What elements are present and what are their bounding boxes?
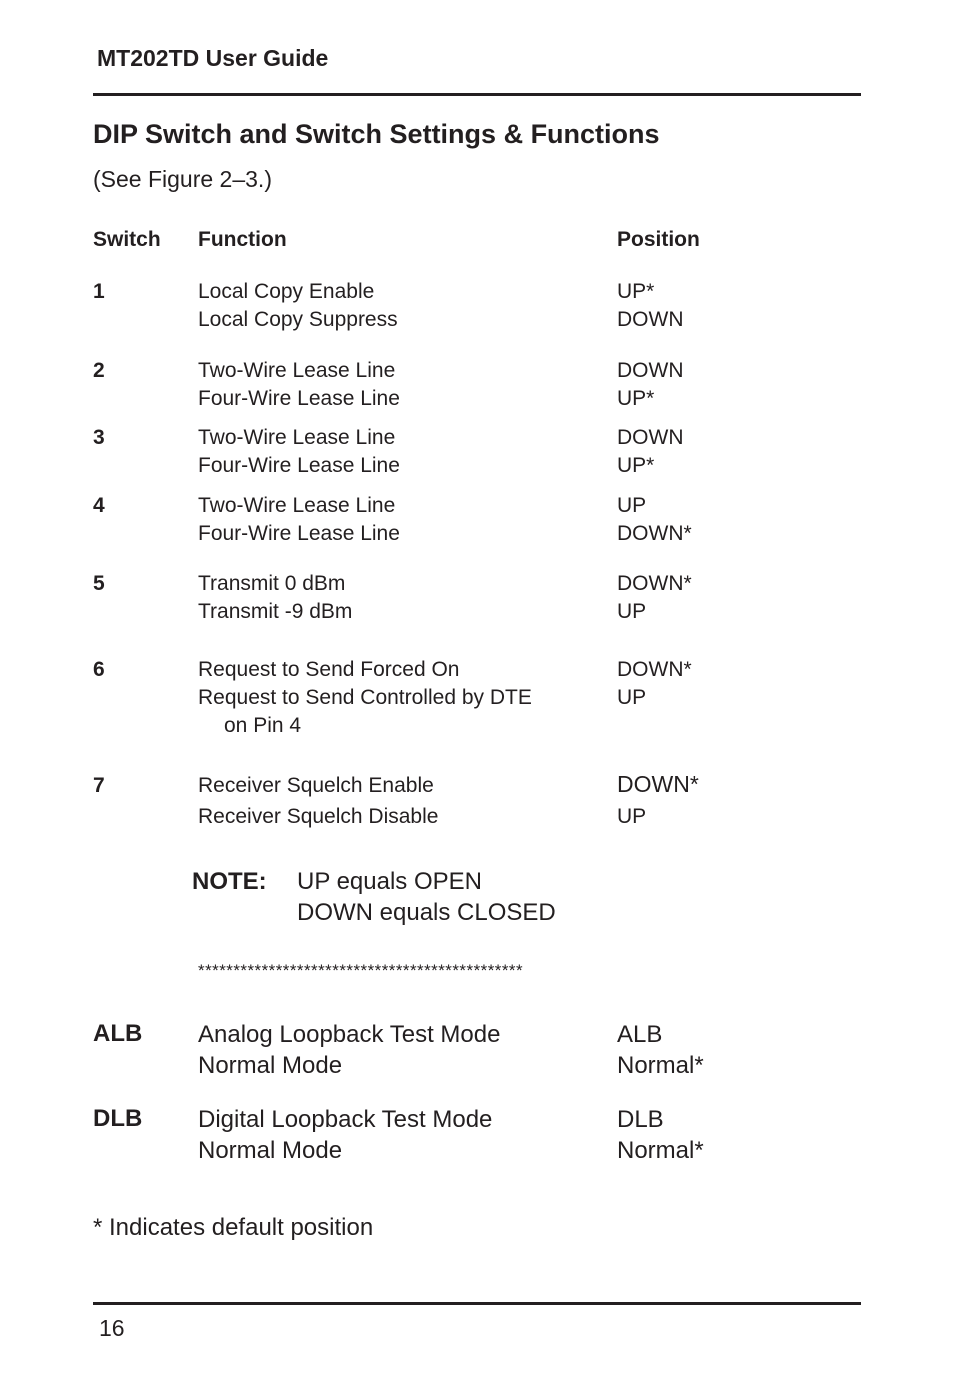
position-text: UP* [617,454,655,477]
position-text: ALB [617,1021,663,1048]
function-text: Receiver Squelch Enable [198,774,434,797]
function-text: Transmit 0 dBm [198,572,346,595]
position-text: DOWN* [617,522,692,545]
position-text: DOWN [617,426,684,449]
header-rule [93,93,861,96]
function-text-continued: on Pin 4 [224,714,302,737]
footer-rule [93,1302,861,1305]
column-header-switch: Switch [93,228,161,251]
position-text: DOWN [617,308,684,331]
switch-number: 7 [93,774,105,797]
switch-number: 6 [93,658,105,681]
switch-number: 4 [93,494,105,517]
function-text: Two-Wire Lease Line [198,426,396,449]
function-text: Normal Mode [198,1137,343,1164]
function-text: Analog Loopback Test Mode [198,1021,501,1048]
position-text: UP [617,686,647,709]
position-text: DOWN* [617,572,692,595]
column-header-function: Function [198,228,287,251]
switch-number: 1 [93,280,105,303]
function-text: Local Copy Suppress [198,308,398,331]
position-text: DOWN* [617,771,699,797]
function-text: Normal Mode [198,1052,343,1079]
position-text: DOWN* [617,658,692,681]
switch-label: ALB [93,1020,143,1047]
function-text: Request to Send Forced On [198,658,460,681]
function-text: Transmit -9 dBm [198,600,353,623]
section-subtitle: (See Figure 2–3.) [93,166,272,192]
function-text: Four-Wire Lease Line [198,387,400,410]
note-line: DOWN equals CLOSED [297,899,556,926]
position-text: DOWN [617,359,684,382]
function-text: Local Copy Enable [198,280,375,303]
page-number: 16 [99,1315,125,1341]
position-text: DLB [617,1106,664,1133]
column-header-position: Position [617,228,700,251]
position-text: Normal* [617,1137,704,1164]
function-text: Receiver Squelch Disable [198,805,439,828]
position-text: UP [617,494,647,517]
function-text: Request to Send Controlled by DTE [198,686,532,709]
section-title: DIP Switch and Switch Settings & Functions [93,119,660,149]
position-text: UP [617,805,647,828]
switch-label: DLB [93,1105,143,1132]
position-text: UP* [617,280,655,303]
function-text: Four-Wire Lease Line [198,522,400,545]
note-label: NOTE: [192,868,267,895]
position-text: Normal* [617,1052,704,1079]
asterisk-separator: ********************************************** [198,961,524,980]
note-line: UP equals OPEN [297,868,482,895]
function-text: Four-Wire Lease Line [198,454,400,477]
position-text: UP [617,600,647,623]
function-text: Digital Loopback Test Mode [198,1106,493,1133]
switch-number: 5 [93,572,105,595]
switch-number: 3 [93,426,105,449]
running-header: MT202TD User Guide [97,45,329,71]
function-text: Two-Wire Lease Line [198,359,396,382]
position-text: UP* [617,387,655,410]
function-text: Two-Wire Lease Line [198,494,396,517]
switch-number: 2 [93,359,105,382]
footnote: * Indicates default position [93,1214,374,1241]
